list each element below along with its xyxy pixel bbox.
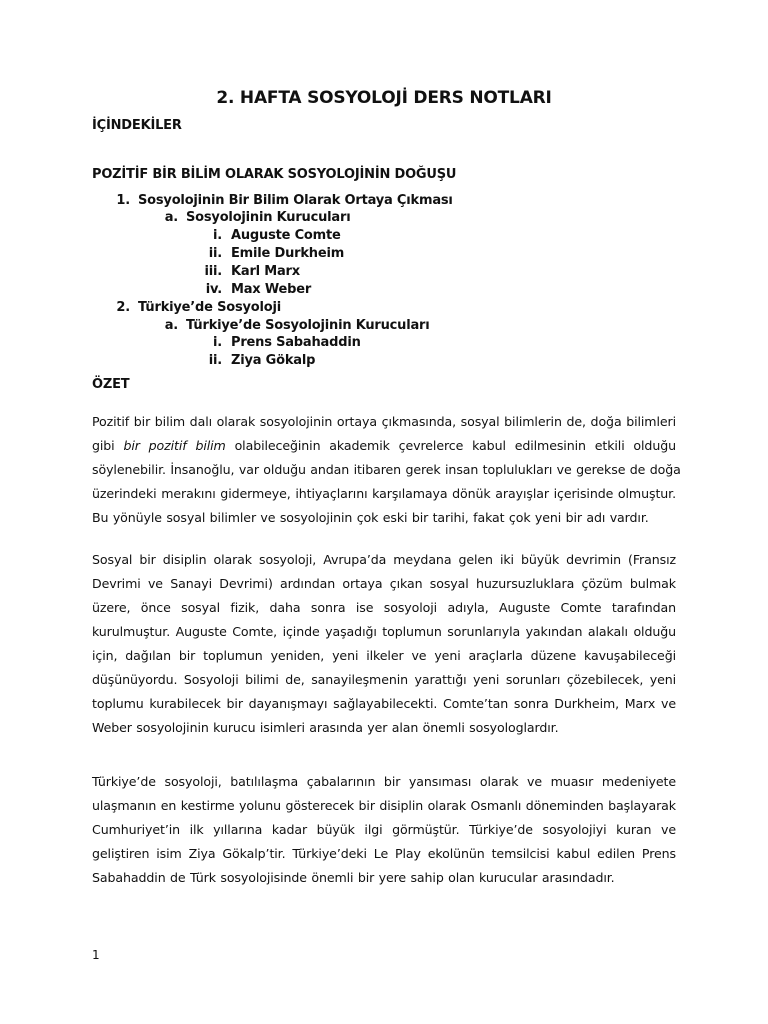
toc-item bbox=[0, 210, 768, 228]
contents-heading: İÇİNDEKİLER bbox=[92, 118, 182, 133]
paragraph-line: Sabahaddin de Türk sosyolojisinde önemli bir yere sahip olan kurucular arasındadır. bbox=[92, 870, 615, 885]
toc-item-marker: 2. bbox=[116, 300, 130, 315]
toc-item-text: Emile Durkheim bbox=[231, 246, 345, 261]
paragraph-line: Weber sosyolojinin kurucu isimleri arasında yer alan önemli sosyologlardır. bbox=[92, 720, 559, 735]
summary-heading: ÖZET bbox=[92, 377, 130, 392]
paragraph-line: Sosyal bir disiplin olarak sosyoloji, Avrupa’da meydana gelen iki büyük devrimin (Fransız bbox=[92, 552, 676, 567]
toc-item-marker: iii. bbox=[204, 264, 222, 279]
summary-paragraph-2 bbox=[92, 548, 676, 740]
paragraph-line: Devrimi ve Sanayi Devrimi) ardından ortaya çıkan sosyal huzursuzluklara çözüm bulmak bbox=[92, 576, 676, 591]
toc-item-marker: 1. bbox=[116, 193, 130, 208]
toc-item-text: Ziya Gökalp bbox=[231, 353, 316, 368]
paragraph-line: için, dağılan bir toplumun yeniden, yeni ilkeler ve yeni araçlarla düzene kavuşabileceği bbox=[92, 648, 676, 663]
paragraph-line: Pozitif bir bilim dalı olarak sosyolojinin ortaya çıkmasında, sosyal bilimlerin de, doğa bilimleri bbox=[92, 414, 676, 429]
toc-item bbox=[0, 282, 768, 300]
toc-item-text: Türkiye’de Sosyoloji bbox=[138, 300, 282, 315]
summary-paragraph-1 bbox=[92, 410, 681, 530]
toc-item-text: Auguste Comte bbox=[231, 228, 341, 243]
paragraph-line: gibi bir pozitif bilim olabileceğinin akademik çevrelerce kabul edilmesinin etkili olduğu bbox=[92, 438, 676, 453]
paragraph-line: üzere, önce sosyal fizik, daha sonra ise sosyoloji adıyla, Auguste Comte tarafından bbox=[92, 600, 676, 615]
toc-item-marker: i. bbox=[213, 228, 222, 243]
toc-item-text: Prens Sabahaddin bbox=[231, 335, 361, 350]
toc-item-text: Türkiye’de Sosyolojinin Kurucuları bbox=[186, 318, 430, 333]
paragraph-line: geliştiren isim Ziya Gökalp’tir. Türkiye’deki Le Play ekolünün temsilcisi kabul edilen Prens bbox=[92, 846, 676, 861]
toc-item bbox=[0, 246, 768, 264]
paragraph-line: Cumhuriyet’in ilk yıllarına kadar büyük ilgi görmüştür. Türkiye’de sosyolojiyi kuran ve bbox=[92, 822, 676, 837]
page-number: 1 bbox=[92, 948, 100, 962]
toc-item bbox=[0, 353, 768, 371]
toc-item-marker: iv. bbox=[205, 282, 222, 297]
document-title: 2. HAFTA SOSYOLOJİ DERS NOTLARI bbox=[216, 88, 552, 108]
paragraph-line: kurulmuştur. Auguste Comte, içinde yaşadığı toplumun sorunlarıyla yakından alakalı olduğu bbox=[92, 624, 676, 639]
summary-paragraph-3 bbox=[92, 770, 676, 890]
paragraph-line: Bu yönüyle sosyal bilimler ve sosyolojinin çok eski bir tarihi, fakat çok yeni bir adı vardır. bbox=[92, 510, 649, 525]
toc-item bbox=[0, 264, 768, 282]
toc-item-text: Sosyolojinin Kurucuları bbox=[186, 210, 351, 225]
toc-item bbox=[0, 228, 768, 246]
toc-item bbox=[0, 193, 768, 211]
toc-item bbox=[0, 335, 768, 353]
toc-item-marker: a. bbox=[164, 318, 178, 333]
section-heading: POZİTİF BİR BİLİM OLARAK SOSYOLOJİNİN DOĞUŞU bbox=[92, 167, 457, 182]
toc-item-text: Karl Marx bbox=[231, 264, 300, 279]
toc-item-text: Sosyolojinin Bir Bilim Olarak Ortaya Çıkması bbox=[138, 193, 453, 208]
paragraph-line: üzerindeki merakını gidermeye, ihtiyaçlarını karşılamaya dönük arayışlar içerisinde olmuştur. bbox=[92, 486, 676, 501]
paragraph-line: ulaşmanın en kestirme yolunu gösterecek bir disiplin olarak Osmanlı döneminden başlayarak bbox=[92, 798, 676, 813]
toc-item bbox=[0, 300, 768, 318]
toc-item-marker: i. bbox=[213, 335, 222, 350]
toc-item-marker: ii. bbox=[208, 246, 222, 261]
toc-item-marker: a. bbox=[164, 210, 178, 225]
paragraph-line: düşünüyordu. Sosyoloji bilimi de, sanayileşmenin yarattığı yeni sorunları çözebilecek, yeni bbox=[92, 672, 676, 687]
paragraph-line: toplumu kurabilecek bir dayanışmayı sağlayabilecekti. Comte’tan sonra Durkheim, Marx ve bbox=[92, 696, 676, 711]
paragraph-line: söylenebilir. İnsanoğlu, var olduğu andan itibaren gerek insan toplulukları ve gerekse de doğa bbox=[92, 462, 681, 477]
toc-item-marker: ii. bbox=[208, 353, 222, 368]
toc-item-text: Max Weber bbox=[231, 282, 312, 297]
paragraph-line: Türkiye’de sosyoloji, batılılaşma çabalarının bir yansıması olarak ve muasır medeniyete bbox=[92, 774, 676, 789]
toc-item bbox=[0, 318, 768, 336]
